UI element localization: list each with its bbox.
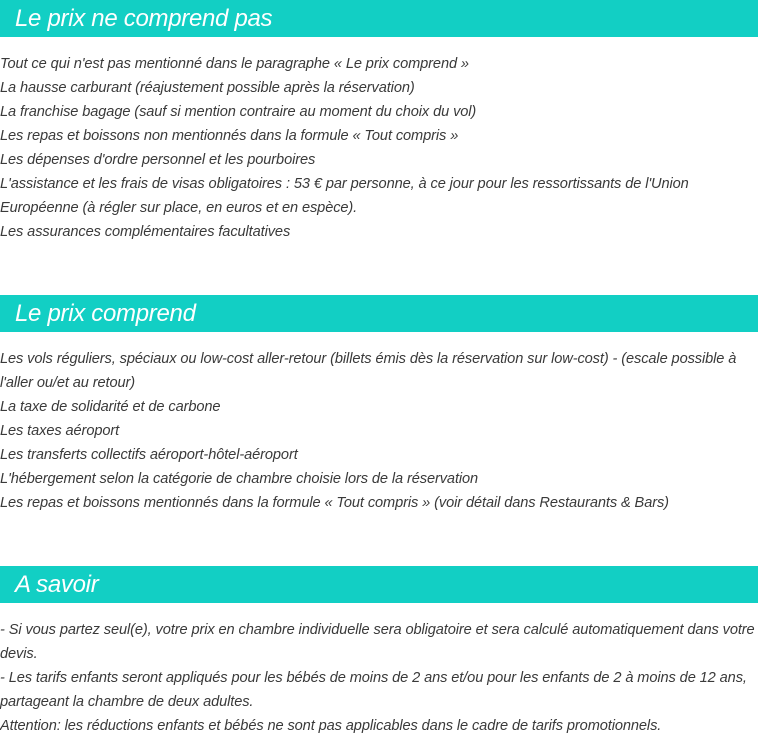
list-item: L'assistance et les frais de visas obligatoires : 53 € par personne, à ce jour pour les ressortissants de l'Union Européenne (à régler sur place, en euros et en espèce).	[0, 176, 689, 216]
list-item: Les assurances complémentaires facultatives	[0, 224, 291, 240]
list-item: La franchise bagage (sauf si mention contraire au moment du choix du vol)	[0, 104, 477, 120]
list-item: Les repas et boissons non mentionnés dans la formule « Tout compris »	[0, 128, 459, 144]
section-header	[0, 295, 758, 332]
section-header	[0, 566, 758, 603]
list-item: Les transferts collectifs aéroport-hôtel-aéroport	[0, 447, 298, 463]
section-header	[0, 0, 758, 37]
list-item: Attention: les réductions enfants et bébés ne sont pas applicables dans le cadre de tarifs promotionnels.	[0, 718, 662, 734]
list-item: Les repas et boissons mentionnés dans la formule « Tout compris » (voir détail dans Restaurants & Bars)	[0, 495, 669, 511]
section-good-to-know	[0, 566, 758, 738]
section-price-includes	[0, 295, 758, 515]
section-price-excludes	[0, 0, 758, 244]
list-item: Les taxes aéroport	[0, 423, 120, 439]
list-item: La hausse carburant (réajustement possible après la réservation)	[0, 80, 415, 96]
list-item: - Si vous partez seul(e), votre prix en chambre individuelle sera obligatoire et sera calculé automatiquement dans votre devis.	[0, 622, 755, 662]
list-item: L'hébergement selon la catégorie de chambre choisie lors de la réservation	[0, 471, 479, 487]
section-body	[0, 52, 758, 244]
section-title: Le prix comprend	[15, 299, 196, 327]
section-body	[0, 618, 758, 738]
section-title: Le prix ne comprend pas	[15, 4, 273, 32]
section-body	[0, 347, 758, 515]
list-item: - Les tarifs enfants seront appliqués pour les bébés de moins de 2 ans et/ou pour les enfants de 2 à moins de 12 ans, partageant la chambre de deux adultes.	[0, 670, 747, 710]
section-title: A savoir	[15, 570, 99, 598]
list-item: Les vols réguliers, spéciaux ou low-cost aller-retour (billets émis dès la réservation sur low-cost) - (escale possible à l'aller ou/et au retour)	[0, 351, 737, 391]
list-item: Les dépenses d'ordre personnel et les pourboires	[0, 152, 316, 168]
list-item: Tout ce qui n'est pas mentionné dans le paragraphe « Le prix comprend »	[0, 56, 469, 72]
list-item: La taxe de solidarité et de carbone	[0, 399, 221, 415]
